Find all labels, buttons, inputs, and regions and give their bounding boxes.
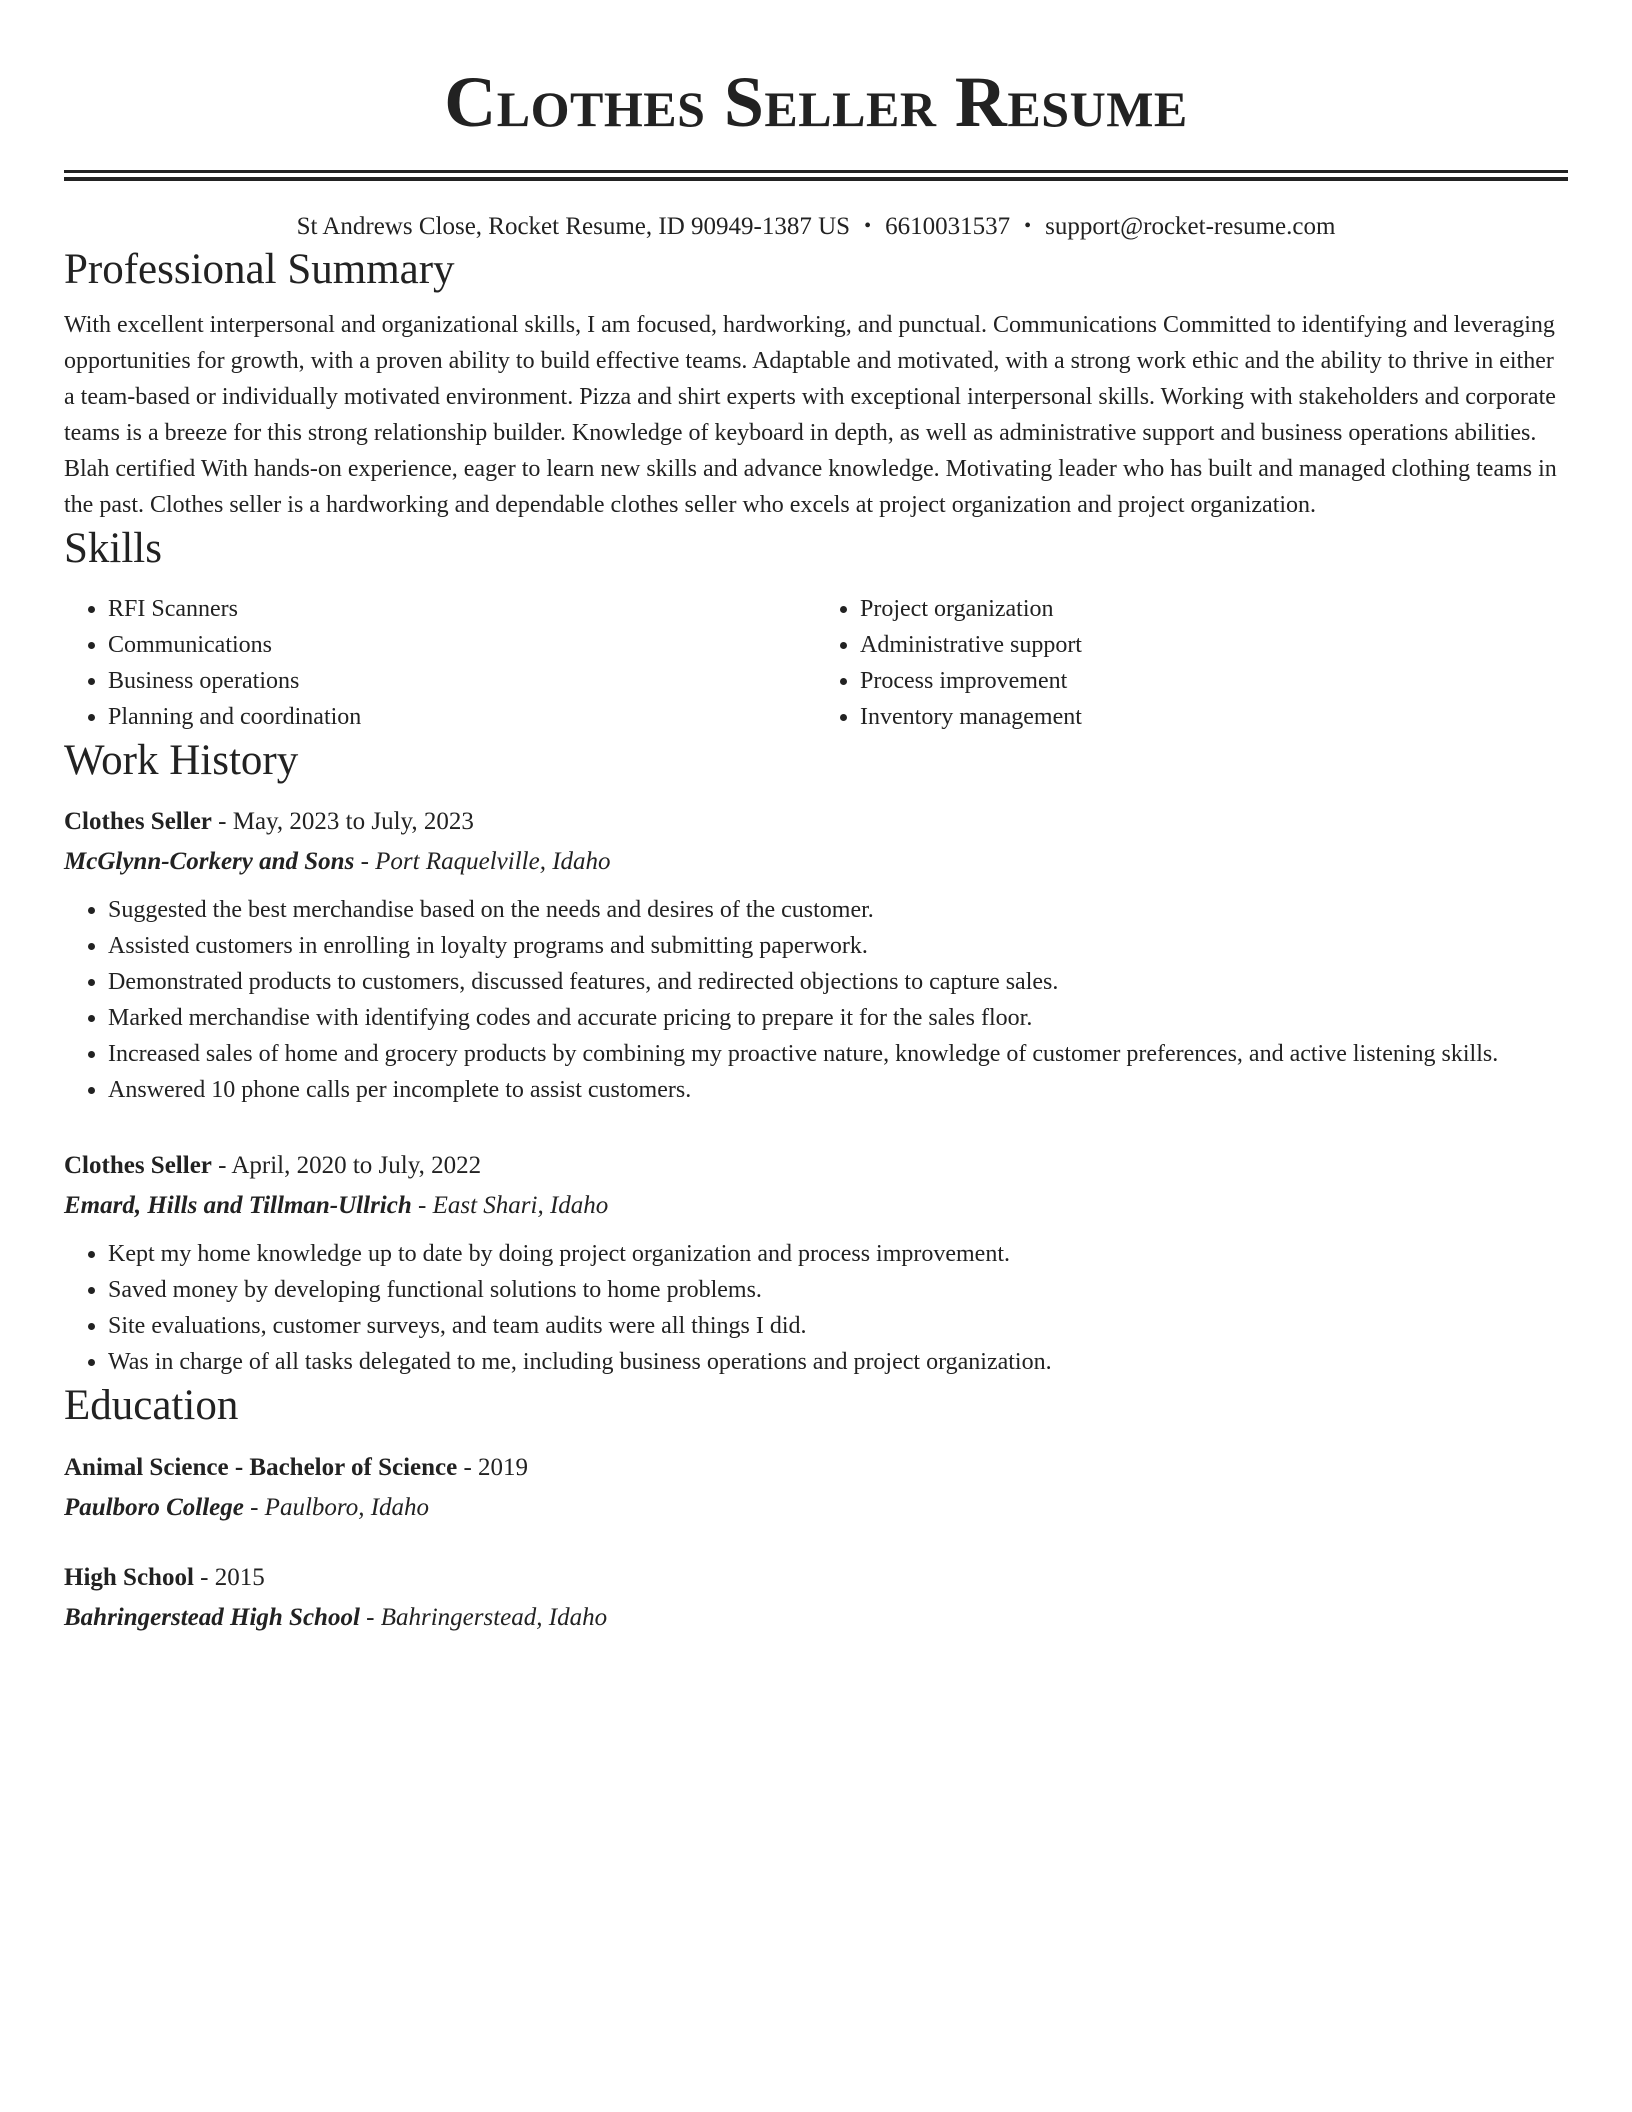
- job-bullets: [64, 1236, 1568, 1380]
- job-bullet: • Answered 10 phone calls per incomplete to assist customers.: [108, 1072, 1568, 1108]
- job-bullet: • Site evaluations, customer surveys, and team audits were all things I did.: [108, 1308, 1568, 1344]
- job-bullet: • Kept my home knowledge up to date by doing project organization and process improvement.: [108, 1236, 1568, 1272]
- job-dates: - May, 2023 to July, 2023: [211, 808, 474, 836]
- work-history-heading: Work History: [64, 736, 299, 784]
- education-entry: [64, 1558, 1568, 1638]
- summary-text: With excellent interpersonal and organizational skills, I am focused, hardworking, and punctual. Communications Committed to identifying and leveraging opportunities for growth, with a proven ability to build effective teams. Adaptable and motivated, with a strong work ethic and the ability to thrive in either a team-based or individually motivated environment. Pizza and shirt experts with exceptional interpersonal skills. Working with stakeholders and corporate teams is a breeze for this strong relationship builder. Knowledge of keyboard in depth, as well as administrative support and business operations abilities. Blah certified With hands-on experience, eager to learn new skills and advance knowledge. Motivating leader who has built and managed clothing teams in the past. Clothes seller is a hardworking and dependable clothes seller who excels at project organization and project organization.: [64, 312, 1557, 519]
- education-year: - 2019: [457, 1453, 529, 1481]
- education-heading: Education: [64, 1382, 239, 1430]
- job-entry: [64, 802, 1568, 1108]
- skills-list: [64, 591, 1568, 735]
- education-degree: Animal Science - Bachelor of Science: [64, 1453, 458, 1481]
- education-degree-line: [64, 1448, 1568, 1488]
- job-title: Clothes Seller: [64, 808, 212, 836]
- education-school-line: [64, 1598, 1568, 1638]
- skills-heading: Skills: [64, 525, 162, 573]
- job-bullet: • Marked merchandise with identifying codes and accurate pricing to prepare it for the sales floor.: [108, 1000, 1568, 1036]
- contact-address: St Andrews Close, Rocket Resume, ID 90949-1387 US: [296, 213, 851, 240]
- skill-item: • RFI Scanners: [108, 591, 816, 627]
- skill-item: • Administrative support: [860, 627, 1568, 663]
- education-degree-line: [64, 1558, 1568, 1598]
- education-school: Paulboro College: [64, 1493, 244, 1521]
- contact-separator: •: [1024, 215, 1032, 237]
- job-role-line: [64, 802, 1568, 842]
- education-location: - Paulboro, Idaho: [243, 1493, 430, 1521]
- job-bullet: • Demonstrated products to customers, discussed features, and redirected objections to capture sales.: [108, 964, 1568, 1000]
- education-entry: [64, 1448, 1568, 1528]
- job-bullet: • Saved money by developing functional solutions to home problems.: [108, 1272, 1568, 1308]
- contact-separator: •: [864, 215, 872, 237]
- education-location: - Bahringerstead, Idaho: [359, 1603, 608, 1631]
- job-bullet: • Increased sales of home and grocery products by combining my proactive nature, knowledge of customer preferences, and active listening skills.: [108, 1036, 1568, 1072]
- resume-title: Clothes Seller Resume: [444, 62, 1188, 142]
- contact-email: support@rocket-resume.com: [1045, 213, 1336, 240]
- skills-column-right: [816, 591, 1568, 735]
- summary-heading: Professional Summary: [64, 245, 455, 293]
- job-role-line: [64, 1146, 1568, 1186]
- job-bullet: • Assisted customers in enrolling in loyalty programs and submitting paperwork.: [108, 928, 1568, 964]
- contact-line: [64, 211, 1568, 244]
- education-school-line: [64, 1488, 1568, 1528]
- skill-item: • Inventory management: [860, 699, 1568, 735]
- skill-item: • Communications: [108, 627, 816, 663]
- skills-column-left: [64, 591, 816, 735]
- contact-phone: 6610031537: [885, 213, 1011, 240]
- skill-item: • Business operations: [108, 663, 816, 699]
- job-location: - Port Raquelville, Idaho: [354, 848, 611, 876]
- job-company: McGlynn-Corkery and Sons: [64, 848, 355, 876]
- job-bullet: • Was in charge of all tasks delegated to me, including business operations and project organization.: [108, 1344, 1568, 1380]
- skill-item: • Project organization: [860, 591, 1568, 627]
- job-bullet: • Suggested the best merchandise based on the needs and desires of the customer.: [108, 892, 1568, 928]
- education-year: - 2015: [193, 1563, 265, 1591]
- job-entry: [64, 1146, 1568, 1380]
- job-bullets: [64, 892, 1568, 1108]
- job-company: Emard, Hills and Tillman-Ullrich: [64, 1192, 412, 1220]
- title-double-rule: [64, 170, 1568, 181]
- job-location: - East Shari, Idaho: [411, 1192, 609, 1220]
- job-title: Clothes Seller: [64, 1152, 212, 1180]
- skill-item: • Process improvement: [860, 663, 1568, 699]
- education-school: Bahringerstead High School: [64, 1603, 360, 1631]
- job-company-line: [64, 842, 1568, 882]
- job-company-line: [64, 1186, 1568, 1226]
- job-dates: - April, 2020 to July, 2022: [211, 1152, 482, 1180]
- skill-item: • Planning and coordination: [108, 699, 816, 735]
- education-degree: High School: [64, 1563, 194, 1591]
